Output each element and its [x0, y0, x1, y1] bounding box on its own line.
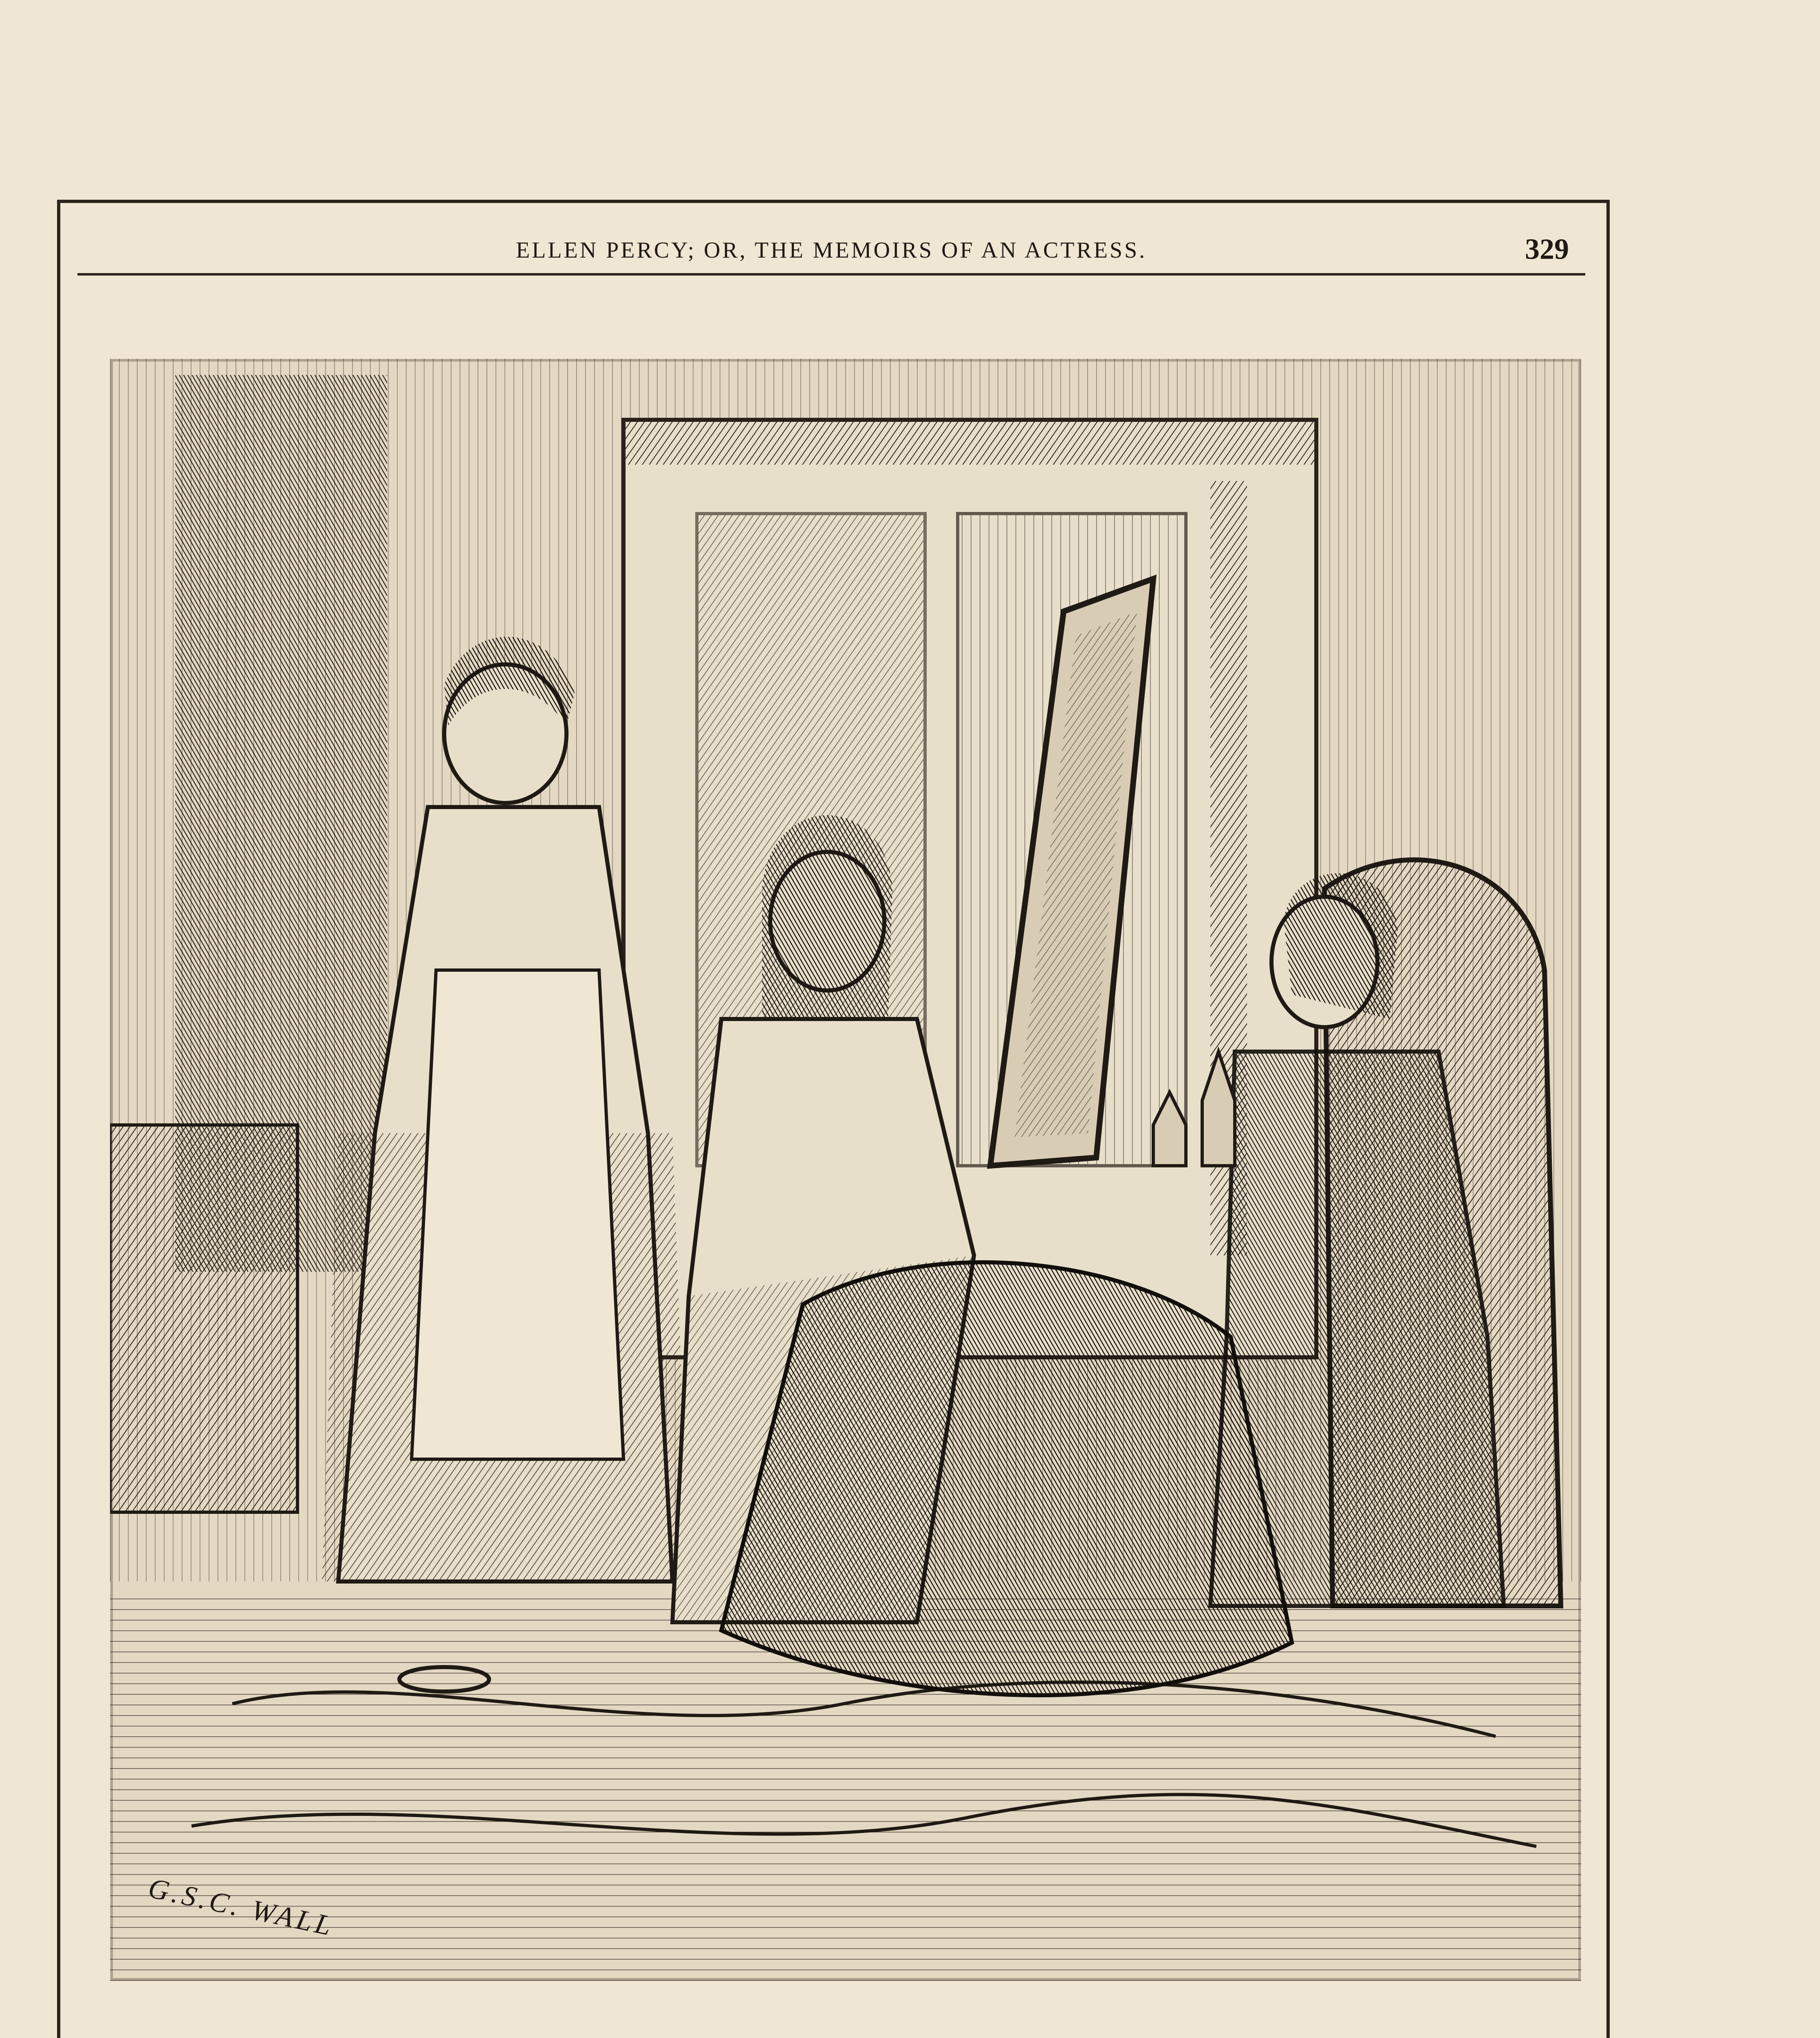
artist-signature: G.S.C. WALL	[145, 1872, 337, 1943]
running-head	[77, 228, 1585, 276]
running-title: ELLEN PERCY; OR, THE MEMOIRS OF AN ACTRESS.	[516, 238, 1147, 263]
engraving-illustration	[110, 359, 1581, 1981]
engraving-art	[110, 359, 1581, 1981]
page-number: 329	[1525, 233, 1569, 265]
